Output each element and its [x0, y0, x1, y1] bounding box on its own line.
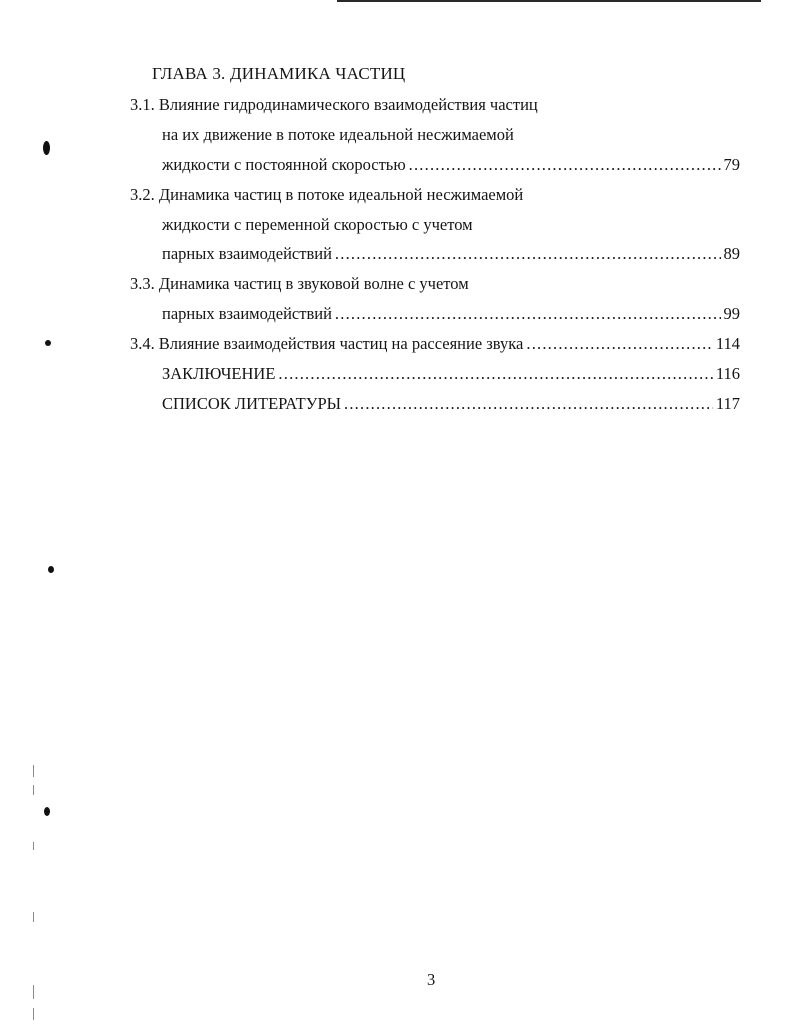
- toc-entry-3-3-line1: [130, 274, 469, 294]
- toc-entry-3-3-text-line2: парных взаимодействий: [162, 304, 332, 323]
- toc-entry-3-1-line2: на их движение в потоке идеальной несжимаемой: [162, 125, 514, 144]
- toc-entry-3-3-number: 3.3.: [130, 274, 155, 293]
- toc-entry-conclusion: [162, 364, 740, 384]
- scan-speck: [43, 141, 50, 155]
- scan-margin-tick: [33, 985, 34, 999]
- scan-speck: [48, 566, 54, 573]
- toc-entry-3-1-leader-dots: [409, 155, 721, 175]
- toc-entry-3-3-line2: [162, 304, 740, 324]
- toc-entry-3-2-text-line3: парных взаимодействий: [162, 244, 332, 263]
- toc-entry-3-2-line2: жидкости с переменной скоростью с учетом: [162, 215, 473, 234]
- toc-entry-3-4-text-line1: Влияние взаимодействия частиц на рассеяние звука: [158, 334, 524, 353]
- toc-conclusion-page: 116: [715, 364, 740, 383]
- scan-margin-tick: [33, 912, 34, 922]
- toc-entry-3-2-page: 89: [723, 244, 740, 263]
- toc-entry-3-1-text-line3: жидкости с постоянной скоростью: [162, 155, 406, 174]
- scan-speck: [44, 807, 50, 816]
- scan-speck: [45, 340, 51, 346]
- toc-entry-3-3-text-line1: Динамика частиц в звуковой волне с учетом: [158, 274, 469, 293]
- toc-entry-references: [162, 394, 740, 414]
- scan-margin-tick: [33, 842, 34, 850]
- top-rule: [337, 0, 761, 2]
- toc-entry-3-1-text-line1: Влияние гидродинамического взаимодействия частиц: [158, 95, 538, 114]
- chapter-title: ГЛАВА 3. ДИНАМИКА ЧАСТИЦ: [152, 64, 406, 83]
- toc-entry-3-2-line1: [130, 185, 523, 205]
- page-number: 3: [427, 970, 436, 989]
- toc-entry-3-2-line3: [162, 244, 740, 264]
- toc-conclusion-leader-dots: [278, 364, 712, 384]
- toc-entry-3-4-number: 3.4.: [130, 334, 155, 353]
- scan-margin-tick: [33, 765, 34, 777]
- toc-entry-3-1-line1: [130, 95, 538, 115]
- toc-entry-3-4-page: 114: [715, 334, 740, 353]
- toc-entry-3-1-line3: [162, 155, 740, 175]
- toc-entry-3-1-page: 79: [723, 155, 740, 174]
- toc-entry-3-2-leader-dots: [335, 244, 721, 264]
- toc-entry-3-2-number: 3.2.: [130, 185, 155, 204]
- toc-references-title: СПИСОК ЛИТЕРАТУРЫ: [162, 394, 342, 413]
- toc-references-leader-dots: [344, 394, 713, 414]
- toc-entry-3-4-leader-dots: [526, 334, 712, 354]
- toc-entry-3-4-line1: [130, 334, 740, 354]
- toc-entry-3-1-number: 3.1.: [130, 95, 155, 114]
- toc-conclusion-title: ЗАКЛЮЧЕНИЕ: [162, 364, 276, 383]
- toc-entry-3-3-leader-dots: [335, 304, 721, 324]
- toc-entry-3-3-page: 99: [723, 304, 740, 323]
- scan-margin-tick: [33, 1008, 34, 1020]
- toc-references-page: 117: [715, 394, 740, 413]
- scan-margin-tick: [33, 785, 34, 795]
- toc-entry-3-2-text-line1: Динамика частиц в потоке идеальной несжимаемой: [158, 185, 524, 204]
